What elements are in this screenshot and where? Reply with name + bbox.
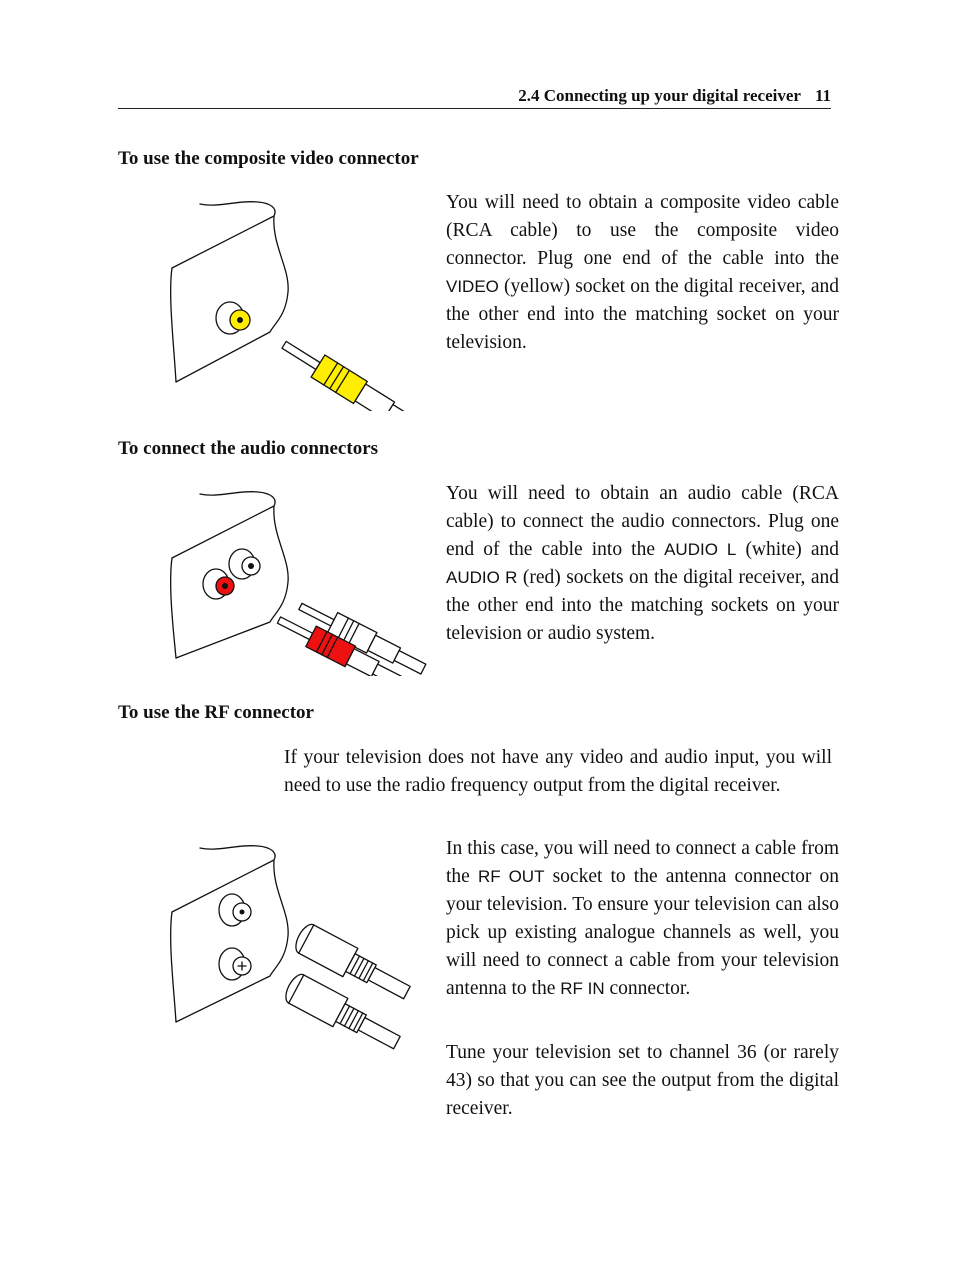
running-head-title: 2.4 Connecting up your digital receiver xyxy=(518,86,801,105)
paragraph-audio: You will need to obtain an audio cable (RCA cable) to connect the audio connectors. Plug one end of the cable into the AUDIO L (white) and AUDIO R (red) sockets on the digital receiver, and the other end into the matching sockets on your television or audio system. xyxy=(446,483,840,644)
rf-in-socket-illustration xyxy=(219,894,251,926)
running-head xyxy=(118,86,831,109)
receiver-panel-illustration xyxy=(171,492,289,658)
paragraph-video: You will need to obtain a composite video cable (RCA cable) to use the composite video connector. Plug one end of the cable into the VIDEO (yellow) socket on the digital receiver, and the other end into the matching socket on your television. xyxy=(446,192,839,353)
composite-video-figure xyxy=(168,196,438,416)
page-number: 11 xyxy=(814,86,831,105)
receiver-panel-illustration xyxy=(171,846,289,1022)
audio-l-socket-illustration xyxy=(229,549,260,579)
paragraph-tune: Tune your television set to channel 36 (or rarely 43) so that you can see the output from the digital receiver. xyxy=(446,1042,839,1119)
audio-figure xyxy=(168,486,438,681)
receiver-panel-illustration xyxy=(171,202,289,382)
label-rf-in: RF IN xyxy=(560,979,605,998)
paragraph-rf-intro: If your television does not have any video and audio input, you will need to use the radio frequency output from the digital receiver. xyxy=(284,747,832,796)
section-heading-video: To use the composite video connector xyxy=(118,148,419,169)
paragraph-rf: In this case, you will need to connect a cable from the RF OUT socket to the antenna connector on your television. To ensure your television can also pick up existing analogue channels as well, you will need to connect a cable from your television antenna to the RF IN connector. xyxy=(446,838,839,999)
label-rf-out: RF OUT xyxy=(477,867,545,886)
video-socket-illustration xyxy=(216,302,250,334)
section-heading-rf: To use the RF connector xyxy=(118,702,314,723)
section-heading-audio: To connect the audio connectors xyxy=(118,438,379,459)
label-audio-r: AUDIO R xyxy=(446,568,518,587)
label-video: VIDEO xyxy=(446,277,499,296)
rf-out-socket-illustration xyxy=(219,948,251,980)
audio-r-socket-illustration xyxy=(203,569,234,599)
video-plug-illustration xyxy=(277,334,425,411)
label-audio-l: AUDIO L xyxy=(664,540,737,559)
rf-figure xyxy=(168,840,438,1055)
